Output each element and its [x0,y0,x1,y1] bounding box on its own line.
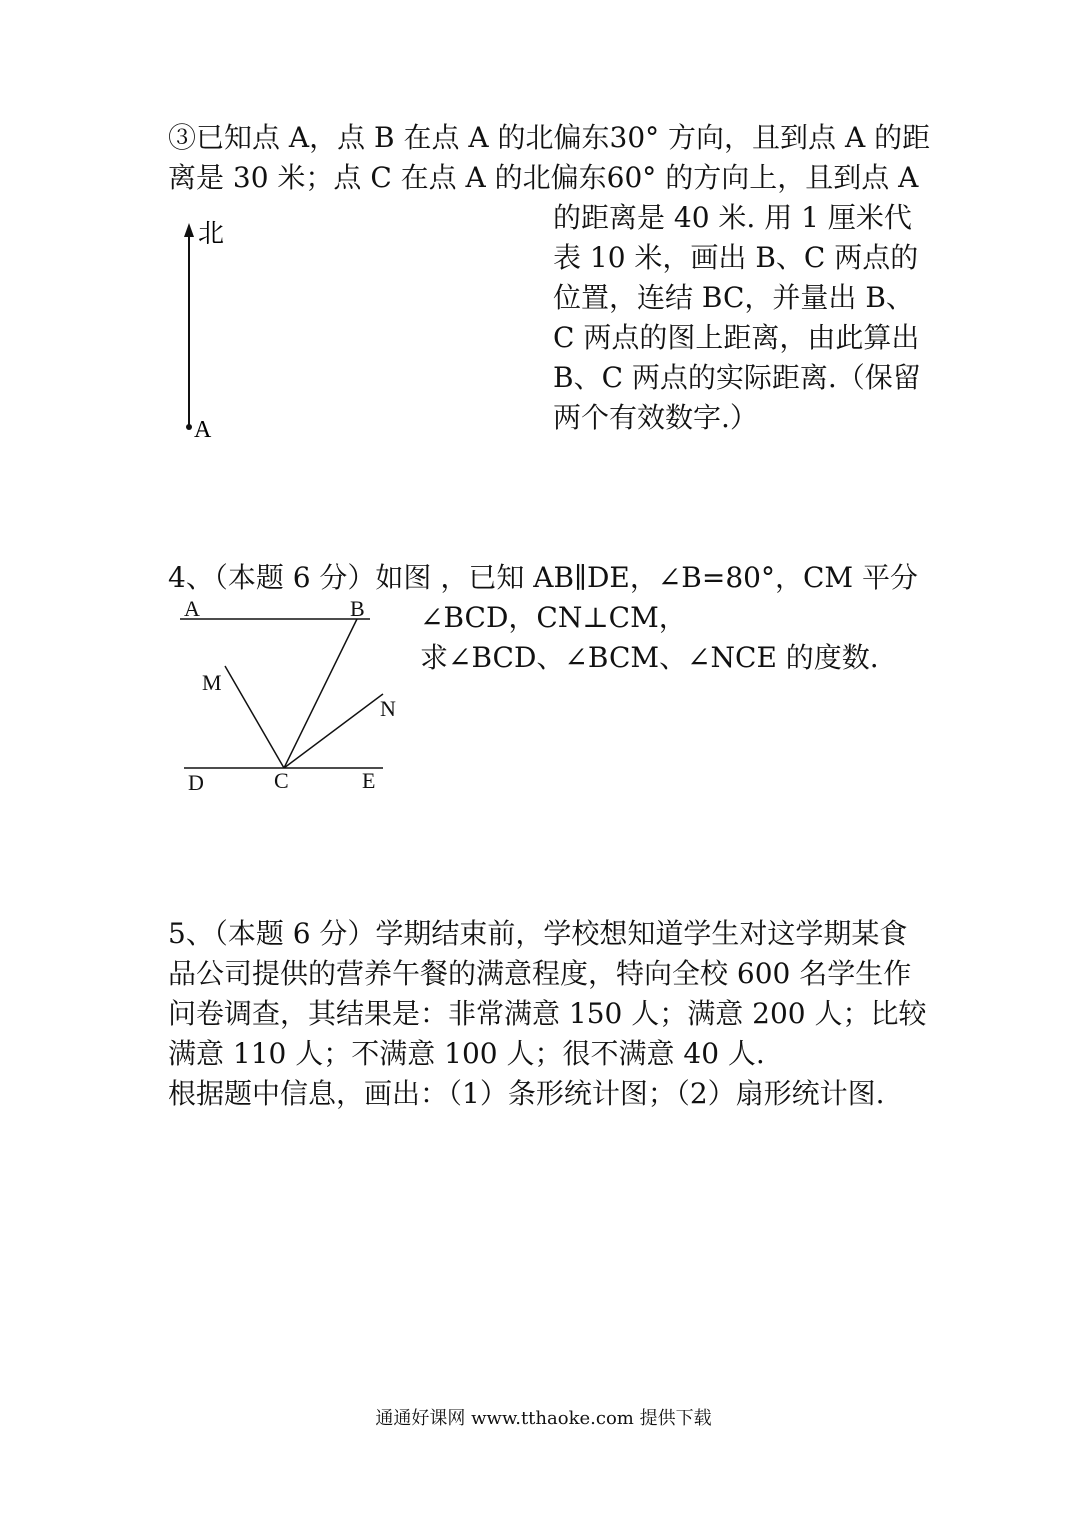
label-m: M [202,670,222,695]
label-e: E [362,768,376,793]
q5-text-line-2: 品公司提供的营养午餐的满意程度，特向全校 600 名学生作 [168,957,912,990]
q5-text-line-1: 5、（本题 6 分）学期结束前，学校想知道学生对这学期某食 [168,917,908,950]
q3-right-line-3: 位置，连结 BC，并量出 B、 [553,281,914,314]
label-a: A [184,596,200,621]
q4-parallel-lines-figure [170,592,410,802]
label-c: C [274,768,289,793]
q3-right-line-4: C 两点的图上距离，由此算出 [553,321,920,354]
q3-right-line-1: 的距离是 40 米. 用 1 厘米代 [553,201,912,234]
north-arrowhead [184,223,194,237]
q3-text-line-2: 离是 30 米；点 C 在点 A 的北偏东60° 的方向上，且到点 A [168,161,919,194]
label-b: B [350,596,365,621]
q4-text-line-3: 求∠BCD、∠BCM、∠NCE 的度数. [420,641,879,674]
q3-north-figure [170,215,250,445]
line-cn [284,694,383,768]
q4-text-line-1: 4、（本题 6 分）如图 ，已知 AB∥DE，∠B=80°，CM 平分 [168,561,918,594]
line-cb [284,619,357,768]
page-footer: 通通好课网 www.tthaoke.com 提供下载 [375,1408,712,1429]
q5-text-line-3: 问卷调查，其结果是：非常满意 150 人；满意 200 人；比较 [168,997,927,1030]
q3-right-line-2: 表 10 米，画出 B、C 两点的 [553,241,919,274]
q3-right-line-6: 两个有效数字.） [553,401,758,434]
q3-text-line-1: ③已知点 A，点 B 在点 A 的北偏东30° 方向，且到点 A 的距 [168,121,931,154]
point-a-dot [186,424,192,430]
line-cm [225,666,284,768]
q4-text-line-2: ∠BCD，CN⊥CM， [420,601,687,634]
label-n: N [380,696,396,721]
q5-text-line-4: 满意 110 人；不满意 100 人；很不满意 40 人. [168,1037,765,1070]
q5-text-line-5: 根据题中信息，画出：（1）条形统计图；（2）扇形统计图. [168,1077,885,1110]
label-d: D [188,770,204,795]
north-label: 北 [198,219,225,248]
point-a-label: A [194,417,212,443]
q3-right-line-5: B、C 两点的实际距离.（保留 [553,361,921,394]
